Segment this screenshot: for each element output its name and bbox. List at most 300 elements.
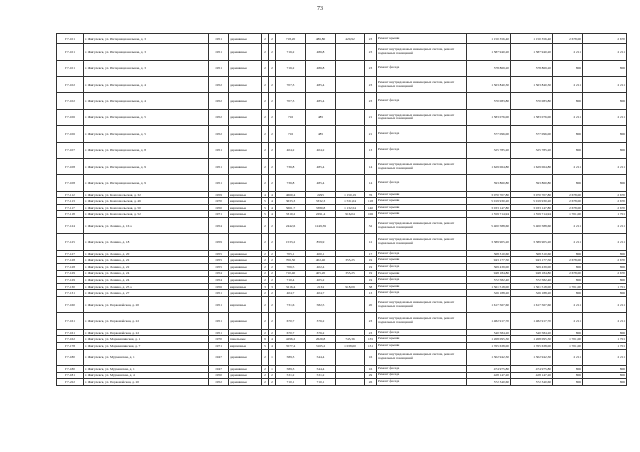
cell-residents: 106 bbox=[365, 211, 377, 218]
register-body bbox=[57, 34, 627, 386]
cell-total-area: 589,3 bbox=[276, 365, 306, 372]
cell-max-unit-cost: 2 211 bbox=[583, 76, 627, 92]
cell-nonresidential-area: 1 132,54 bbox=[336, 204, 365, 211]
cell-residents: 76 bbox=[365, 191, 377, 198]
cell-work-cost: 1 617 567,60 bbox=[467, 297, 511, 313]
cell-wall-material: кирпичные bbox=[229, 211, 262, 218]
cell-unit-cost: 806 bbox=[553, 365, 583, 372]
cell-house-code: Г7-180 bbox=[57, 365, 84, 372]
cell-residential-area: 544,4 bbox=[306, 349, 336, 365]
cell-entrances: 4 bbox=[269, 336, 276, 343]
cell-total-cost: 948 184,80 bbox=[511, 270, 553, 277]
cell-house-code: Г7-106 bbox=[57, 109, 84, 125]
cell-floors: 2 bbox=[262, 257, 269, 264]
cell-total-area: 707,3 bbox=[276, 76, 306, 92]
cell-house-code: Г7-102 bbox=[57, 76, 84, 92]
table-row bbox=[57, 76, 627, 92]
cell-residents: 23 bbox=[365, 34, 377, 44]
cell-work-cost: 572 340,60 bbox=[467, 379, 511, 386]
cell-residents: 58 bbox=[365, 283, 377, 290]
cell-residents: 13 bbox=[365, 290, 377, 297]
cell-year: 1951 bbox=[209, 44, 229, 60]
cell-residents: 20 bbox=[365, 297, 377, 313]
cell-wall-material: деревянные bbox=[229, 250, 262, 257]
cell-total-cost: 1 587 940,20 bbox=[511, 44, 553, 60]
cell-max-unit-cost: 1 701 bbox=[583, 336, 627, 343]
cell-year: 1951 bbox=[209, 158, 229, 174]
cell-house-code: Г7-129 bbox=[57, 270, 84, 277]
cell-residential-area: 485,4 bbox=[306, 175, 336, 191]
cell-unit-cost: 2 211 bbox=[553, 76, 583, 92]
cell-house-code: Г7-128 bbox=[57, 264, 84, 271]
table-row bbox=[57, 44, 627, 60]
cell-work-type: Ремонт фасада bbox=[377, 264, 467, 271]
cell-floors: 2 bbox=[262, 313, 269, 329]
cell-floors: 2 bbox=[262, 250, 269, 257]
cell-wall-material: деревянные bbox=[229, 142, 262, 158]
cell-wall-material: кирпичные bbox=[229, 297, 262, 313]
cell-nonresidential-area bbox=[336, 313, 365, 329]
cell-total-cost: 570 083,80 bbox=[511, 93, 553, 109]
cell-max-unit-cost: 1 701 bbox=[583, 211, 627, 218]
cell-max-unit-cost: 806 bbox=[583, 329, 627, 336]
cell-total-cost: 3 389 905,20 bbox=[511, 234, 553, 250]
cell-address: г. Жигулевск, ул. Первомайская, д. 20 bbox=[84, 297, 209, 313]
table-row bbox=[57, 270, 627, 277]
cell-work-type: Ремонт внутридомовых инженерных систем, ремонт подвальных помещений bbox=[377, 218, 467, 234]
cell-work-type: Ремонт фасада bbox=[377, 60, 467, 76]
cell-entrances: 2 bbox=[269, 329, 276, 336]
cell-work-type: Ремонт крыши bbox=[377, 34, 467, 44]
cell-house-code: Г7-106 bbox=[57, 126, 84, 142]
table-row bbox=[57, 93, 627, 109]
cell-entrances: 1 bbox=[269, 365, 276, 372]
cell-year: 1951 bbox=[209, 290, 229, 297]
table-row bbox=[57, 158, 627, 174]
cell-work-cost: 1 563 840,30 bbox=[467, 76, 511, 92]
table-row bbox=[57, 349, 627, 365]
cell-wall-material: деревянные bbox=[229, 34, 262, 44]
cell-year: 1952 bbox=[209, 379, 229, 386]
cell-house-code: Г7-101 bbox=[57, 60, 84, 76]
cell-residential-area: 402,40 bbox=[306, 257, 336, 264]
cell-residential-area: 2295 bbox=[306, 191, 336, 198]
table-row bbox=[57, 198, 627, 205]
cell-address: г. Жигулевск, ул. Интернациональная, д. 5 bbox=[84, 126, 209, 142]
cell-work-cost: 948 184,80 bbox=[467, 270, 511, 277]
cell-entrances: 2 bbox=[269, 234, 276, 250]
cell-residential-area: 404,7 bbox=[306, 290, 336, 297]
cell-year: 1955 bbox=[209, 257, 229, 264]
table-row bbox=[57, 297, 627, 313]
cell-nonresidential-area bbox=[336, 218, 365, 234]
cell-floors: 2 bbox=[262, 60, 269, 76]
cell-entrances: 4 bbox=[269, 211, 276, 218]
cell-residential-area: 710,1 bbox=[306, 379, 336, 386]
cell-total-cost: 1 563 840,30 bbox=[511, 76, 553, 92]
cell-work-type: Ремонт крыши bbox=[377, 342, 467, 349]
cell-year: 1947 bbox=[209, 365, 229, 372]
cell-house-code: Г7-101 bbox=[57, 44, 84, 60]
cell-work-cost: 3 070 707,80 bbox=[467, 191, 511, 198]
cell-work-type: Ремонт внутридомовых инженерных систем, ремонт подвальных помещений bbox=[377, 349, 467, 365]
cell-work-cost: 569 439,00 bbox=[467, 264, 511, 271]
cell-max-unit-cost: 2 670 bbox=[583, 191, 627, 198]
cell-work-cost: 428 147,20 bbox=[467, 372, 511, 379]
cell-unit-cost: 2 678,00 bbox=[553, 204, 583, 211]
cell-work-type: Ремонт крыши bbox=[377, 257, 467, 264]
cell-year: 1951 bbox=[209, 329, 229, 336]
cell-work-type: Ремонт внутридомовых инженерных систем, ремонт подвальных помещений bbox=[377, 234, 467, 250]
cell-total-cost: 569 439,00 bbox=[511, 264, 553, 271]
cell-wall-material: деревянные bbox=[229, 349, 262, 365]
cell-house-code: Г7-101 bbox=[57, 34, 84, 44]
cell-year: 1951 bbox=[209, 297, 229, 313]
cell-total-area: 706,5 bbox=[276, 264, 306, 271]
cell-year: 1954 bbox=[209, 218, 229, 234]
cell-total-area: 4660,4 bbox=[276, 191, 306, 198]
cell-max-unit-cost: 2 211 bbox=[583, 313, 627, 329]
cell-nonresidential-area bbox=[336, 250, 365, 257]
cell-total-area: 404,7 bbox=[276, 290, 306, 297]
cell-address: г. Жигулевск, ул. Комсомольская, д. 32 bbox=[84, 191, 209, 198]
cell-total-cost: 572 582,40 bbox=[511, 277, 553, 284]
cell-total-cost: 1 629 064,80 bbox=[511, 158, 553, 174]
cell-work-type: Ремонт фасада bbox=[377, 372, 467, 379]
cell-wall-material: кирпичные bbox=[229, 283, 262, 290]
cell-entrances: 2 bbox=[269, 290, 276, 297]
cell-address: г. Жигулевск, ул. Первомайская, д. 20 bbox=[84, 379, 209, 386]
cell-floors: 2 bbox=[262, 109, 269, 125]
cell-max-unit-cost: 2 670 bbox=[583, 270, 627, 277]
table-row bbox=[57, 250, 627, 257]
cell-year: 1951 bbox=[209, 142, 229, 158]
cell-max-unit-cost: 2 670 bbox=[583, 257, 627, 264]
table-row bbox=[57, 191, 627, 198]
cell-unit-cost: 806 bbox=[553, 93, 583, 109]
cell-unit-cost: 806 bbox=[553, 329, 583, 336]
cell-entrances: 2 bbox=[269, 250, 276, 257]
cell-max-unit-cost: 806 bbox=[583, 277, 627, 284]
cell-unit-cost: 2 211 bbox=[553, 109, 583, 125]
cell-work-type: Ремонт внутридомовых инженерных систем, ремонт подвальных помещений bbox=[377, 44, 467, 60]
cell-work-cost: 1 765 638,00 bbox=[467, 342, 511, 349]
cell-wall-material: деревянные bbox=[229, 93, 262, 109]
cell-entrances: 2 bbox=[269, 379, 276, 386]
cell-wall-material: деревянные bbox=[229, 109, 262, 125]
cell-total-area: 707,3 bbox=[276, 93, 306, 109]
cell-total-area: 710,1 bbox=[276, 379, 306, 386]
cell-residential-area: 485 bbox=[306, 109, 336, 125]
cell-entrances: 2 bbox=[269, 142, 276, 158]
cell-total-cost: 568 310,60 bbox=[511, 250, 553, 257]
cell-work-cost: 474 975,80 bbox=[467, 365, 511, 372]
cell-residential-area: 402,4 bbox=[306, 264, 336, 271]
cell-wall-material: деревянные bbox=[229, 290, 262, 297]
cell-entrances: 2 bbox=[269, 60, 276, 76]
cell-work-type: Ремонт фасада bbox=[377, 290, 467, 297]
cell-work-cost: 593 860,80 bbox=[467, 175, 511, 191]
cell-nonresidential-area bbox=[336, 60, 365, 76]
cell-residents: 118 bbox=[365, 198, 377, 205]
table-row bbox=[57, 126, 627, 142]
cell-floors: 2 bbox=[262, 158, 269, 174]
cell-total-cost: 1 482 917,70 bbox=[511, 313, 553, 329]
cell-unit-cost: 806 bbox=[553, 60, 583, 76]
cell-entrances: 2 bbox=[269, 297, 276, 313]
cell-residential-area: 2291,4 bbox=[306, 211, 336, 218]
table-row bbox=[57, 283, 627, 290]
cell-work-type: Ремонт крыши bbox=[377, 198, 467, 205]
cell-nonresidential-area bbox=[336, 349, 365, 365]
cell-residents: 21 bbox=[365, 126, 377, 142]
cell-max-unit-cost: 2 211 bbox=[583, 297, 627, 313]
cell-max-unit-cost: 806 bbox=[583, 264, 627, 271]
cell-total-area: 589,3 bbox=[276, 349, 306, 365]
cell-total-cost: 3 033 147,80 bbox=[511, 204, 553, 211]
cell-max-unit-cost: 806 bbox=[583, 365, 627, 372]
cell-unit-cost: 2 211 bbox=[553, 44, 583, 60]
cell-house-code: Г7-160 bbox=[57, 297, 84, 313]
cell-entrances: 2 bbox=[269, 93, 276, 109]
cell-unit-cost: 2 678,00 bbox=[553, 270, 583, 277]
cell-house-code: Г7-162 bbox=[57, 336, 84, 343]
cell-year: 1952 bbox=[209, 93, 229, 109]
cell-work-cost: 943 177,50 bbox=[467, 257, 511, 264]
cell-house-code: Г7-112 bbox=[57, 191, 84, 198]
cell-nonresidential-area bbox=[336, 264, 365, 271]
cell-total-area: 4296,2 bbox=[276, 336, 306, 343]
cell-residential-area: 485,4 bbox=[306, 158, 336, 174]
cell-work-cost: 1 268 095,30 bbox=[467, 336, 511, 343]
cell-max-unit-cost: 806 bbox=[583, 126, 627, 142]
cell-address: г. Жигулевск, ул. Мурманская, д. 1 bbox=[84, 349, 209, 365]
cell-max-unit-cost: 1 701 bbox=[583, 342, 627, 349]
cell-house-code: Г7-102 bbox=[57, 93, 84, 109]
cell-year: 1959 bbox=[209, 191, 229, 198]
cell-residential-area: 3380,8 bbox=[306, 204, 336, 211]
cell-year: 1959 bbox=[209, 234, 229, 250]
cell-residents: 17 bbox=[365, 250, 377, 257]
cell-house-code: Г7-161 bbox=[57, 313, 84, 329]
cell-unit-cost: 2 211 bbox=[553, 349, 583, 365]
cell-address: г. Жигулевск, ул. Интернациональная, д. 3 bbox=[84, 34, 209, 44]
cell-total-cost: 5 400 588,60 bbox=[511, 218, 553, 234]
cell-year: 1955 bbox=[209, 250, 229, 257]
cell-work-cost: 577 096,00 bbox=[467, 126, 511, 142]
cell-address: г. Жигулевск, ул. Комсомольская, д. 52 bbox=[84, 211, 209, 218]
cell-house-code: Г7-222 bbox=[57, 379, 84, 386]
cell-nonresidential-area: 745,36 bbox=[336, 336, 365, 343]
table-row bbox=[57, 234, 627, 250]
cell-work-cost: 5 400 588,60 bbox=[467, 218, 511, 234]
cell-unit-cost: 1 701,00 bbox=[553, 342, 583, 349]
cell-address: г. Жигулевск, ул. Комсомольская, д. 50 bbox=[84, 204, 209, 211]
cell-max-unit-cost: 806 bbox=[583, 290, 627, 297]
cell-wall-material: деревянные bbox=[229, 76, 262, 92]
cell-floors: 2 bbox=[262, 76, 269, 92]
cell-house-code: Г7-128 bbox=[57, 257, 84, 264]
cell-wall-material: деревянные bbox=[229, 277, 262, 284]
table-row bbox=[57, 365, 627, 372]
cell-unit-cost: 2 211 bbox=[553, 313, 583, 329]
cell-wall-material: деревянные bbox=[229, 175, 262, 191]
cell-wall-material: кирпичные bbox=[229, 218, 262, 234]
cell-year: 1970 bbox=[209, 198, 229, 205]
cell-total-area: 731,6 bbox=[276, 297, 306, 313]
cell-work-cost: 1 150 356,40 bbox=[467, 34, 511, 44]
cell-entrances: 3 bbox=[269, 283, 276, 290]
cell-residents: 16 bbox=[365, 365, 377, 372]
cell-floors: 2 bbox=[262, 297, 269, 313]
cell-work-cost: 570 083,80 bbox=[467, 93, 511, 109]
cell-floors: 2 bbox=[262, 93, 269, 109]
cell-residential-area: 1249,39 bbox=[306, 218, 336, 234]
cell-unit-cost: 2 678,00 bbox=[553, 191, 583, 198]
cell-work-cost: 3 033 147,80 bbox=[467, 204, 511, 211]
cell-year: 1971 bbox=[209, 211, 229, 218]
cell-floors: 2 bbox=[262, 142, 269, 158]
cell-house-code: Г7-129 bbox=[57, 277, 84, 284]
cell-unit-cost: 806 bbox=[553, 379, 583, 386]
cell-unit-cost: 806 bbox=[553, 264, 583, 271]
cell-total-area: 706,50 bbox=[276, 257, 306, 264]
cell-max-unit-cost: 806 bbox=[583, 372, 627, 379]
cell-wall-material: кирпичные bbox=[229, 198, 262, 205]
cell-residents: 21 bbox=[365, 109, 377, 125]
cell-unit-cost: 2 678,00 bbox=[553, 198, 583, 205]
cell-unit-cost: 2 211 bbox=[553, 218, 583, 234]
cell-work-cost: 540 584,20 bbox=[467, 329, 511, 336]
cell-work-type: Ремонт фасада bbox=[377, 329, 467, 336]
cell-unit-cost: 806 bbox=[553, 250, 583, 257]
cell-total-area: 3633,3 bbox=[276, 198, 306, 205]
cell-residential-area: 405,2 bbox=[306, 277, 336, 284]
cell-nonresidential-area bbox=[336, 93, 365, 109]
cell-residential-area: 376,2 bbox=[306, 313, 336, 329]
cell-total-area: 710,40 bbox=[276, 270, 306, 277]
cell-address: г. Жигулевск, ул. Ленина, д. 27 bbox=[84, 290, 209, 297]
table-row bbox=[57, 313, 627, 329]
cell-nonresidential-area bbox=[336, 365, 365, 372]
cell-work-cost: 1 482 917,70 bbox=[467, 313, 511, 329]
cell-work-type: Ремонт крыши bbox=[377, 336, 467, 343]
cell-year: 1951 bbox=[209, 175, 229, 191]
cell-house-code: Г7-108 bbox=[57, 175, 84, 191]
cell-address: г. Жигулевск, ул. Ленина, д. 25 а bbox=[84, 283, 209, 290]
cell-address: г. Жигулевск, ул. Интернациональная, д. 3 bbox=[84, 60, 209, 76]
cell-max-unit-cost: 806 bbox=[583, 60, 627, 76]
cell-total-area: 736,8 bbox=[276, 158, 306, 174]
cell-residents: 140 bbox=[365, 204, 377, 211]
cell-total-cost: 3 070 707,80 bbox=[511, 191, 553, 198]
table-row bbox=[57, 60, 627, 76]
cell-wall-material: деревянные bbox=[229, 372, 262, 379]
cell-address: г. Жигулевск, ул. Интернациональная, д. 9 bbox=[84, 175, 209, 191]
cell-total-cost: 577 096,00 bbox=[511, 126, 553, 142]
cell-max-unit-cost: 2 670 bbox=[583, 34, 627, 44]
cell-residents: 29 bbox=[365, 372, 377, 379]
cell-total-area: 531,2 bbox=[276, 372, 306, 379]
cell-work-type: Ремонт фасада bbox=[377, 379, 467, 386]
cell-total-area: 1533,2 bbox=[276, 234, 306, 250]
cell-year: 1951 bbox=[209, 313, 229, 329]
cell-floors: 5 bbox=[262, 342, 269, 349]
cell-work-cost: 1 561 518,00 bbox=[467, 283, 511, 290]
cell-total-area: 3216,4 bbox=[276, 283, 306, 290]
cell-address: г. Жигулевск, ул. Мурманская, д. 4 bbox=[84, 372, 209, 379]
table-row bbox=[57, 342, 627, 349]
cell-address: г. Жигулевск, ул. Интернациональная, д. 4 bbox=[84, 93, 209, 109]
cell-house-code: Г7-131 bbox=[57, 290, 84, 297]
cell-wall-material: кирпичные bbox=[229, 342, 262, 349]
cell-total-cost: 593 860,80 bbox=[511, 175, 553, 191]
cell-work-cost: 3 389 905,20 bbox=[467, 234, 511, 250]
cell-residential-area: 486,8 bbox=[306, 60, 336, 76]
cell-wall-material: деревянные bbox=[229, 313, 262, 329]
cell-total-cost: 1 561 518,00 bbox=[511, 283, 553, 290]
cell-total-cost: 5 019 930,20 bbox=[511, 198, 553, 205]
cell-year: 1950 bbox=[209, 372, 229, 379]
cell-address: г. Жигулевск, ул. Интернациональная, д. 8 bbox=[84, 142, 209, 158]
cell-work-type: Ремонт внутридомовых инженерных систем, ремонт подвальных помещений bbox=[377, 76, 467, 92]
cell-total-area: 670,7 bbox=[276, 313, 306, 329]
cell-residents: 23 bbox=[365, 60, 377, 76]
table-row bbox=[57, 372, 627, 379]
cell-total-area: 670,7 bbox=[276, 329, 306, 336]
cell-work-cost: 1 559 714,94 bbox=[467, 211, 511, 218]
cell-residential-area: 531,2 bbox=[306, 372, 336, 379]
cell-residents: 23 bbox=[365, 76, 377, 92]
cell-wall-material: кирпичные bbox=[229, 191, 262, 198]
cell-nonresidential-area bbox=[336, 126, 365, 142]
cell-nonresidential-area bbox=[336, 234, 365, 250]
cell-year: 1952 bbox=[209, 126, 229, 142]
cell-residential-area: 2629,8 bbox=[306, 336, 336, 343]
cell-unit-cost: 1 701,00 bbox=[553, 211, 583, 218]
cell-residential-area: 2134 bbox=[306, 283, 336, 290]
cell-max-unit-cost: 806 bbox=[583, 379, 627, 386]
cell-total-area: 3310,2 bbox=[276, 211, 306, 218]
cell-max-unit-cost: 2 211 bbox=[583, 44, 627, 60]
cell-entrances: 2 bbox=[269, 175, 276, 191]
cell-total-area: 710,4 bbox=[276, 277, 306, 284]
cell-address: г. Жигулевск, ул. Интернациональная, д. 5 bbox=[84, 109, 209, 125]
cell-total-area: 716,2 bbox=[276, 60, 306, 76]
cell-nonresidential-area bbox=[336, 290, 365, 297]
cell-floors: 2 bbox=[262, 349, 269, 365]
cell-floors: 2 bbox=[262, 34, 269, 44]
cell-total-cost: 1 302 942,30 bbox=[511, 349, 553, 365]
cell-work-type: Ремонт внутридомовых инженерных систем, ремонт подвальных помещений bbox=[377, 297, 467, 313]
cell-address: г. Жигулевск, ул. Первомайская, д. 22 bbox=[84, 313, 209, 329]
cell-total-area: 716,2 bbox=[276, 44, 306, 60]
cell-house-code: Г7-118 bbox=[57, 211, 84, 218]
cell-residential-area: 404,2 bbox=[306, 142, 336, 158]
cell-residential-area: 485,4 bbox=[306, 93, 336, 109]
cell-year: 1952 bbox=[209, 76, 229, 92]
cell-nonresidential-area: 420,92 bbox=[336, 34, 365, 44]
cell-total-area: 5661,7 bbox=[276, 204, 306, 211]
cell-residential-area: 486,80 bbox=[306, 34, 336, 44]
cell-max-unit-cost: 806 bbox=[583, 142, 627, 158]
cell-year: 1955 bbox=[209, 264, 229, 271]
cell-work-type: Ремонт крыши bbox=[377, 211, 467, 218]
cell-entrances: 4 bbox=[269, 191, 276, 198]
cell-house-code: Г7-178 bbox=[57, 342, 84, 349]
cell-wall-material: деревянные bbox=[229, 264, 262, 271]
cell-nonresidential-area bbox=[336, 109, 365, 125]
